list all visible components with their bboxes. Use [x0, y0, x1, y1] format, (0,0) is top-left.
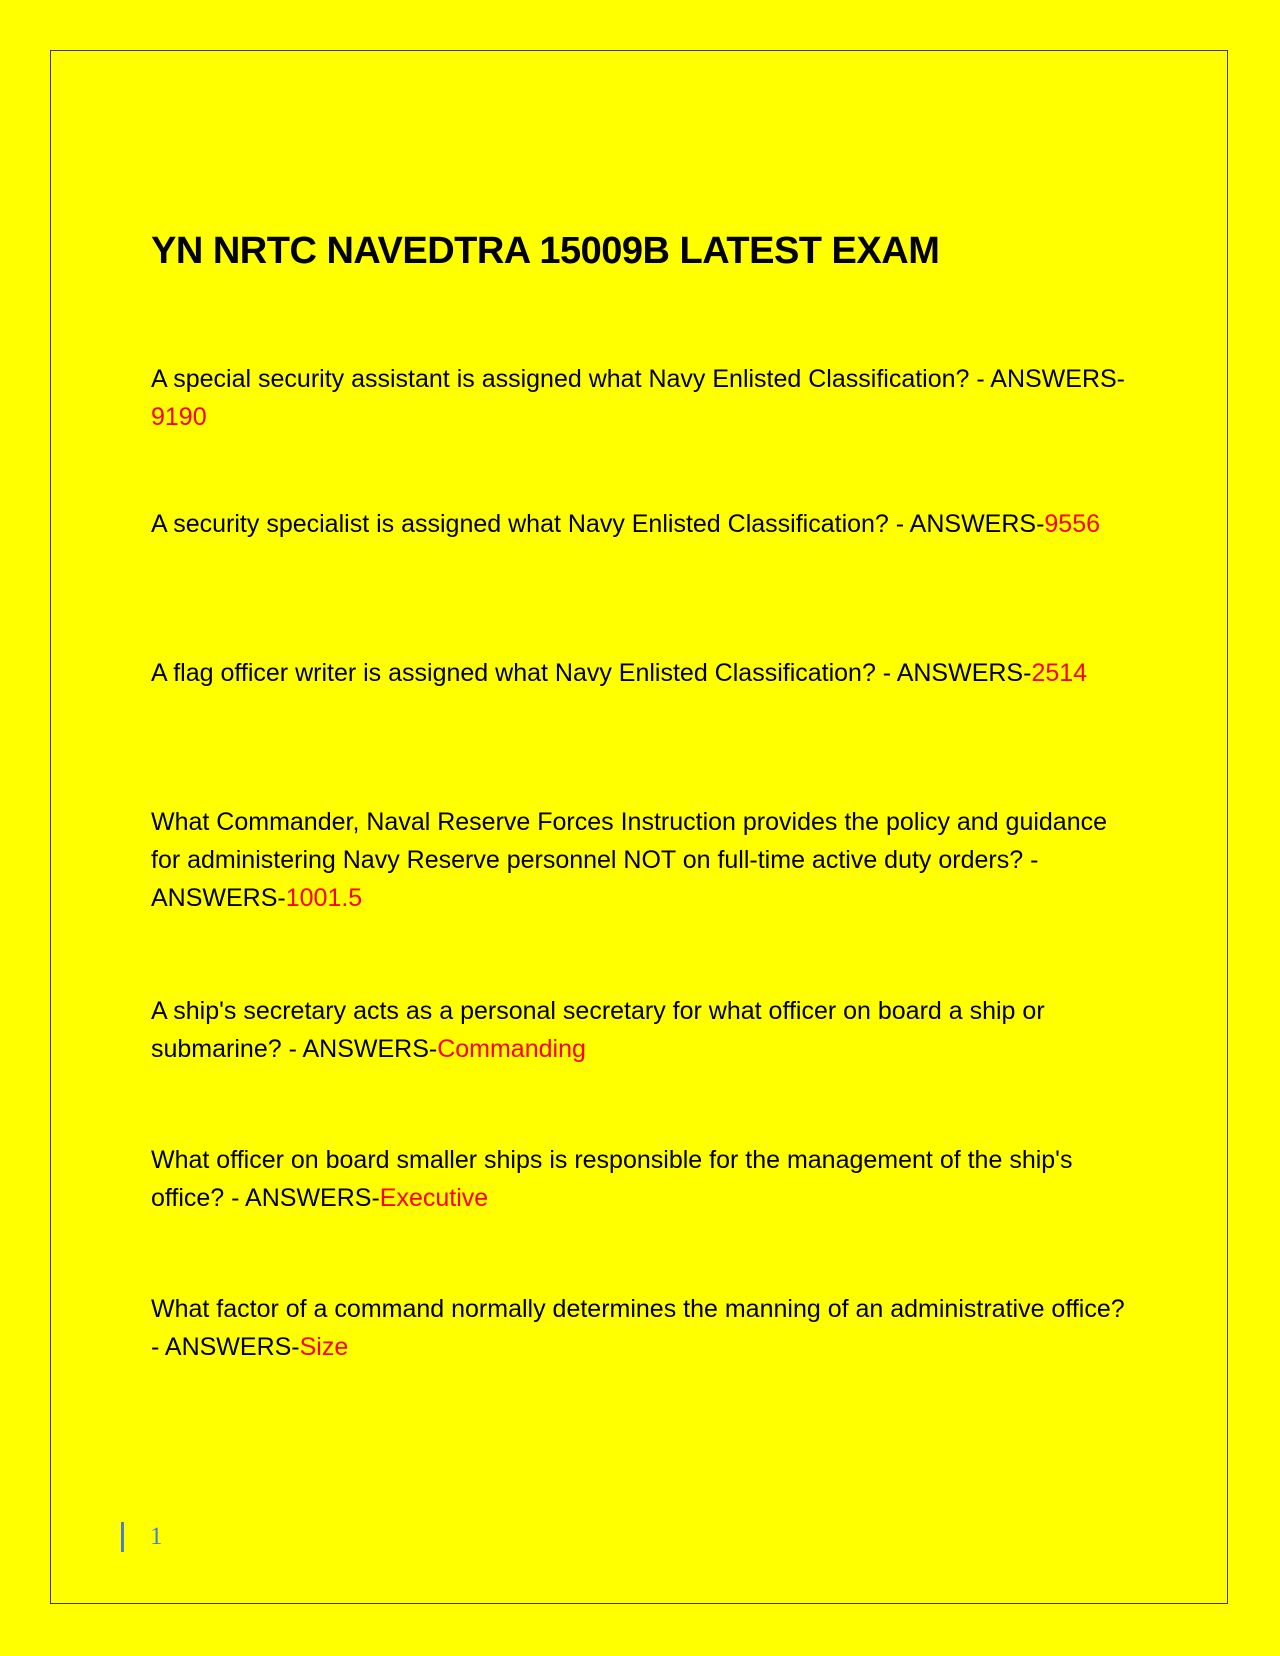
document-title: YN NRTC NAVEDTRA 15009B LATEST EXAM — [151, 230, 940, 272]
qa-item-7 — [151, 1290, 1131, 1366]
qa-item-1 — [151, 360, 1131, 436]
answer-text: Commanding — [437, 1035, 586, 1063]
qa-item-3 — [151, 654, 1131, 692]
qa-item-2 — [151, 505, 1131, 543]
qa-item-6 — [151, 1141, 1131, 1217]
answer-text: Size — [299, 1333, 349, 1361]
page-number: 1 — [150, 1523, 163, 1550]
question-text: A flag officer writer is assigned what Navy Enlisted Classification? - ANSWERS- — [151, 659, 1032, 687]
question-text: A security specialist is assigned what Navy Enlisted Classification? - ANSWERS- — [151, 510, 1045, 538]
answer-text: 1001.5 — [285, 884, 363, 912]
page-number-bar — [121, 1522, 124, 1552]
answer-text: 9556 — [1044, 510, 1101, 538]
question-text: A ship's secretary acts as a personal secretary for what officer on board a ship or submarine? - ANSWERS- — [151, 997, 1045, 1063]
question-text: What factor of a command normally determines the manning of an administrative office? - ANSWERS- — [151, 1295, 1125, 1361]
question-text: What officer on board smaller ships is responsible for the management of the ship's office? - ANSWERS- — [151, 1146, 1073, 1212]
answer-text: 9190 — [151, 403, 207, 431]
qa-item-5 — [151, 992, 1131, 1068]
question-text: A special security assistant is assigned what Navy Enlisted Classification? - ANSWERS- — [151, 365, 1125, 393]
answer-text: Executive — [379, 1184, 489, 1212]
answer-text: 2514 — [1031, 659, 1088, 687]
question-text: What Commander, Naval Reserve Forces Instruction provides the policy and guidance for administering Navy Reserve personnel NOT on full-time active duty orders? - ANSWERS- — [151, 808, 1108, 912]
qa-item-4 — [151, 803, 1131, 917]
